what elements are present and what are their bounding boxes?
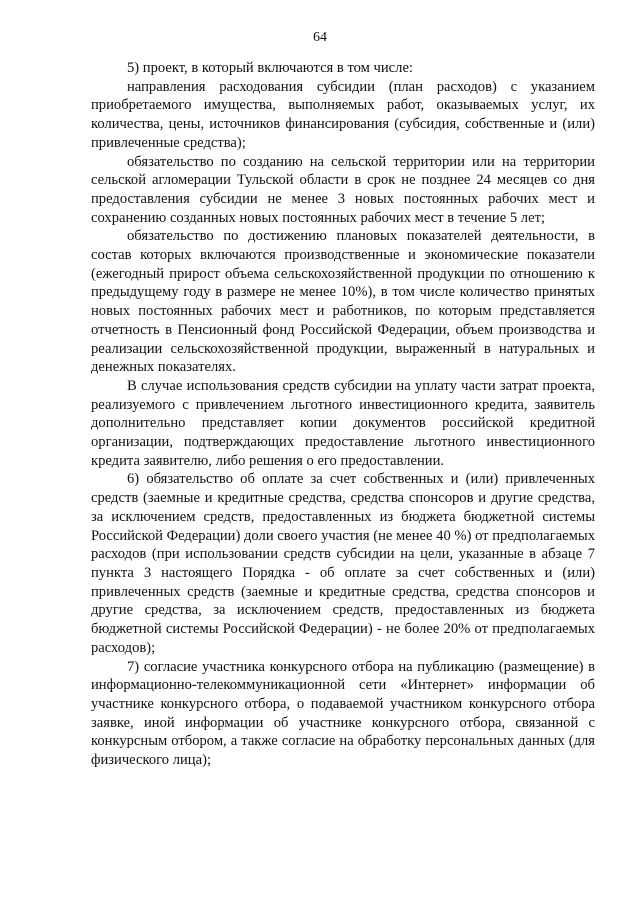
paragraph-performance-indicators: обязательство по достижению плановых показателей деятельности, в состав которых включаются производственные и экономические показатели (ежегодный прирост объема сельскохозяйственной продукции по отношению к предыдущему году в размере не менее 10%), в том числе количество принятых новых постоянных рабочих мест и работников, по которым представляется отчетность в Пенсионный фонд Российской Федерации, объем производства и реализации сельскохозяйственной продукции, выраженный в натуральных и денежных показателях.: [91, 228, 595, 376]
page-number: 64: [313, 30, 327, 45]
paragraph-item-6-cofinancing: 6) обязательство об оплате за счет собственных и (или) привлеченных средств (заемные и кредитные средства, средства спонсоров и другие средства, за исключением средств, предоставленных из бюджета бюджетной системы Российской Федерации) доли своего участия (не менее 40 %) от предполагаемых расходов (при использовании средств субсидии на цели, указанные в абзаце 7 пункта 3 настоящего Порядка - об оплате за счет собственных и (или) привлеченных средств (заемные и кредитные средства, средства спонсоров и другие средства, за исключением средств, предоставленных из бюджета бюджетной системы Российской Федерации) - не более 20% от предполагаемых расходов);: [91, 471, 595, 656]
paragraph-item-7-consent: 7) согласие участника конкурсного отбора на публикацию (размещение) в информационно-телекоммуникационной сети «Интернет» информации об участнике конкурсного отбора, о подаваемой участником конкурсного отбора заявке, иной информации об участнике конкурсного отбора, связанной с конкурсным отбором, а также согласие на обработку персональных данных (для физического лица);: [91, 658, 595, 769]
paragraph-expense-directions: направления расходования субсидии (план расходов) с указанием приобретаемого имущества, выполняемых работ, оказываемых услуг, их количества, цены, источников финансирования (субсидия, собственные и (или) привлеченные средства);: [91, 78, 595, 151]
paragraph-jobs-obligation: обязательство по созданию на сельской территории или на территории сельской агломерации Тульской области в срок не позднее 24 месяцев со дня предоставления субсидии не менее 3 новых постоянных рабочих мест и сохранению созданных новых постоянных рабочих мест в течение 5 лет;: [91, 153, 595, 226]
document-body: [91, 59, 595, 770]
paragraph-item-5-heading: 5) проект, в который включаются в том числе:: [127, 60, 413, 76]
paragraph-preferential-credit: В случае использования средств субсидии на уплату части затрат проекта, реализуемого с привлечением льготного инвестиционного кредита, заявитель дополнительно представляет копии документов российской кредитной организации, подтверждающих предоставление льготного инвестиционного кредита заявителю, либо решения о его предоставлении.: [91, 377, 595, 469]
